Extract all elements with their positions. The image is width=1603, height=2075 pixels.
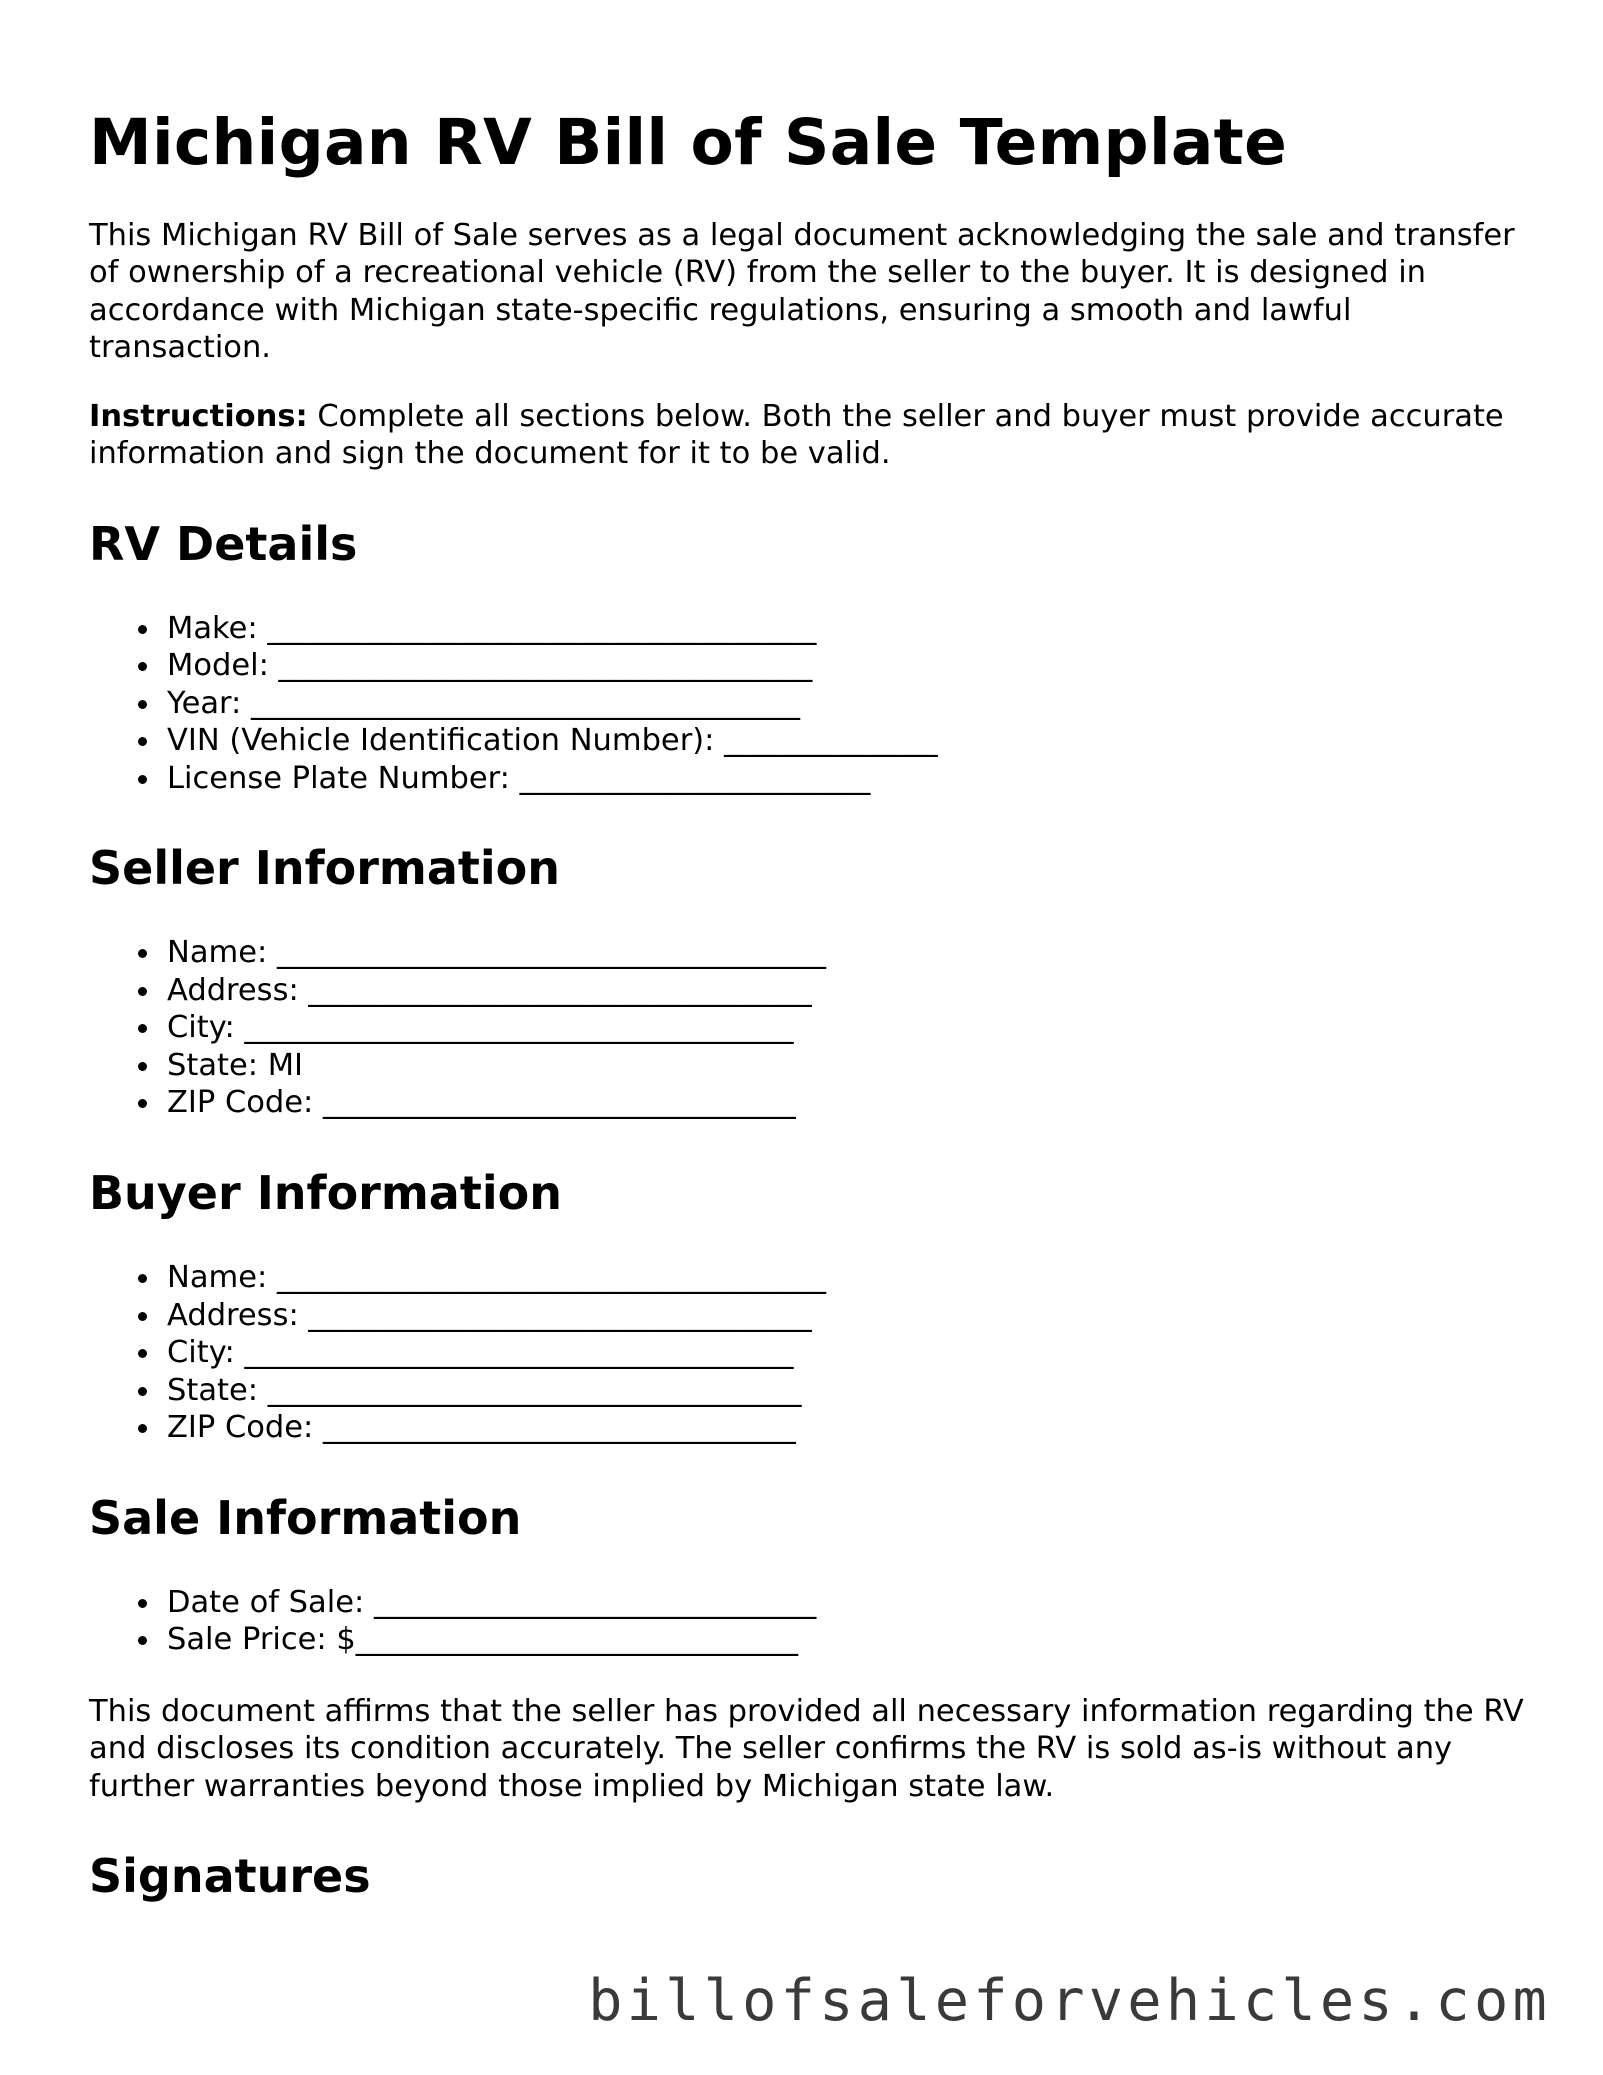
seller-information-list bbox=[89, 934, 1529, 1122]
sale-information-list bbox=[89, 1584, 1529, 1659]
seller-information-heading: Seller Information bbox=[89, 841, 561, 896]
document-page bbox=[89, 105, 1529, 1943]
seller-state-field: State: MI bbox=[167, 1047, 1529, 1085]
seller-address-field: Address: _________________________________ bbox=[167, 972, 1529, 1010]
rv-details-list bbox=[89, 610, 1529, 798]
signatures-heading: Signatures bbox=[89, 1849, 371, 1904]
buyer-information-heading: Buyer Information bbox=[89, 1165, 562, 1220]
rv-model-field: Model: ___________________________________ bbox=[167, 647, 1529, 685]
buyer-name-field: Name: ____________________________________ bbox=[167, 1259, 1529, 1297]
rv-year-field: Year: ____________________________________ bbox=[167, 685, 1529, 723]
watermark: billofsaleforvehicles.com bbox=[588, 1968, 1551, 2034]
intro-paragraph: This Michigan RV Bill of Sale serves as a legal document acknowledging the sale and transfer of ownership of a recreational vehicle (RV) from the seller to the buyer. It is designed in accordance with Michigan state-specific regulations, ensuring a smooth and lawful transaction. bbox=[89, 217, 1515, 366]
instructions-text: Complete all sections below. Both the seller and buyer must provide accurate information and sign the document for it to be valid. bbox=[89, 398, 1504, 472]
closing-paragraph: This document affirms that the seller has provided all necessary information regarding the RV and discloses its condition accurately. The seller confirms the RV is sold as-is without any further warranties beyond those implied by Michigan state law. bbox=[89, 1693, 1524, 1804]
buyer-zip-field: ZIP Code: _______________________________ bbox=[167, 1409, 1529, 1447]
instructions-label: Instructions: bbox=[89, 398, 308, 434]
sale-price-field: Sale Price: $_____________________________ bbox=[167, 1621, 1529, 1659]
instructions-paragraph bbox=[89, 398, 1529, 473]
seller-zip-field: ZIP Code: _______________________________ bbox=[167, 1084, 1529, 1122]
buyer-information-list bbox=[89, 1259, 1529, 1447]
rv-license-plate-field: License Plate Number: _______________________ bbox=[167, 760, 1529, 798]
seller-city-field: City: ____________________________________ bbox=[167, 1009, 1529, 1047]
buyer-state-field: State: ___________________________________ bbox=[167, 1372, 1529, 1410]
buyer-address-field: Address: _________________________________ bbox=[167, 1297, 1529, 1335]
sale-information-heading: Sale Information bbox=[89, 1490, 522, 1545]
page-title: Michigan RV Bill of Sale Template bbox=[89, 106, 1288, 179]
seller-name-field: Name: ____________________________________ bbox=[167, 934, 1529, 972]
rv-details-heading: RV Details bbox=[89, 516, 358, 571]
sale-date-field: Date of Sale: _____________________________ bbox=[167, 1584, 1529, 1622]
rv-vin-field: VIN (Vehicle Identification Number): ______________ bbox=[167, 722, 1529, 760]
buyer-city-field: City: ____________________________________ bbox=[167, 1334, 1529, 1372]
rv-make-field: Make: ____________________________________ bbox=[167, 610, 1529, 648]
